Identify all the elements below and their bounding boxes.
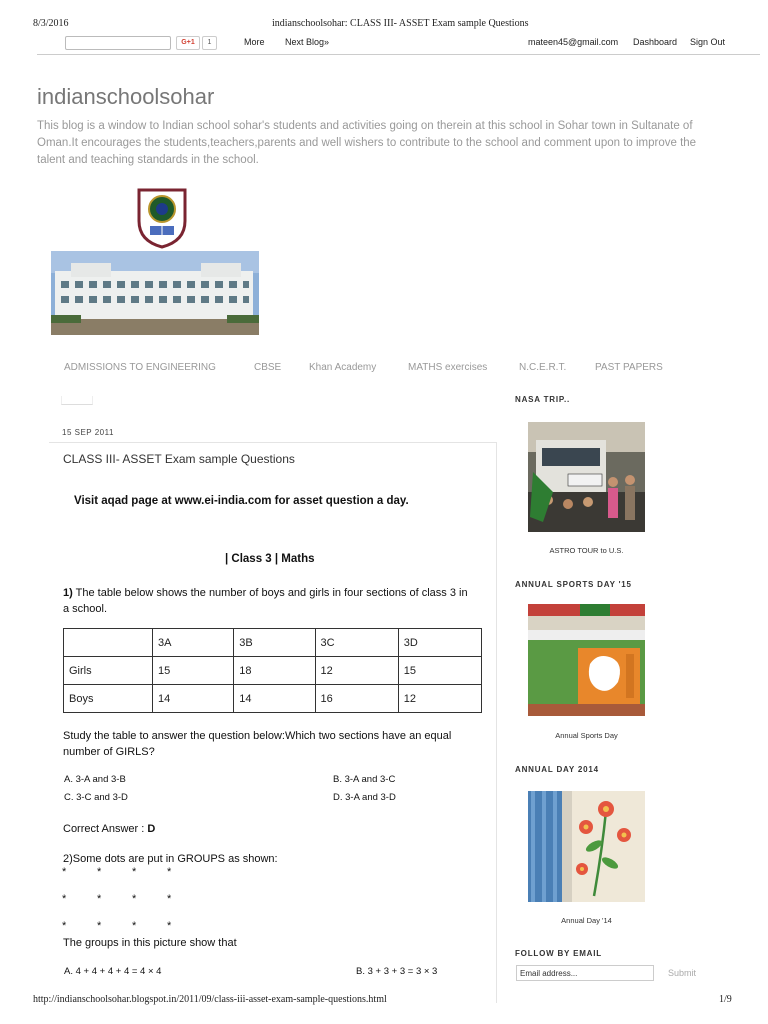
tab-past-papers[interactable]: PAST PAPERS [595,362,663,373]
star-dot: * [62,893,67,905]
post-container [49,442,497,1003]
submit-button[interactable]: Submit [668,968,697,978]
nasa-trip-heading: NASA TRIP.. [515,395,571,404]
correct-answer [63,821,155,837]
annual-day-caption: Annual Day '14 [561,916,612,925]
table-cell: 12 [315,657,398,685]
dashboard-link[interactable]: Dashboard [633,37,678,47]
table-cell: 14 [234,685,315,713]
google-plus-count: 1 [202,36,217,50]
blogger-navbar [37,34,760,55]
post-title[interactable]: CLASS III- ASSET Exam sample Questions [63,452,295,466]
table-cell: 12 [398,685,481,713]
question-1-number: 1) [63,587,73,599]
blog-title[interactable]: indianschoolsohar [37,84,215,109]
print-page-number: 1/9 [719,994,732,1005]
print-url: http://indianschoolsohar.blogspot.in/2011/09/class-iii-asset-exam-sample-questions.html [33,994,387,1005]
tab-ncert[interactable]: N.C.E.R.T. [519,362,567,373]
nasa-trip-photo[interactable] [528,422,645,532]
star-dot: * [167,893,172,905]
tab-maths-exercises[interactable]: MATHS exercises [408,362,488,373]
table-cell: 14 [153,685,234,713]
blog-description: This blog is a window to Indian school sohar's students and activities going on therein at this school in Sohar town in Sultanate of Oman.It encourages the students,teachers,parents and well wishers to contribute to the school and comment upon to improve the talent and teaching standards in the school. [37,120,697,166]
table-cell: 15 [398,657,481,685]
table-header-row [64,629,482,657]
correct-answer-label: Correct Answer : [63,823,148,835]
question-1-text: The table below shows the number of boys and girls in four sections of class 3 in a school. [63,587,468,615]
class-line: | Class 3 | Maths [225,553,315,565]
star-dot: * [62,866,67,878]
table-cell: 15 [153,657,234,685]
star-dot: * [97,866,102,878]
tab-khan-academy[interactable]: Khan Academy [309,362,377,373]
annual-day-photo[interactable] [528,791,645,902]
table-cell: 16 [315,685,398,713]
follow-by-email-heading: FOLLOW BY EMAIL [515,949,602,958]
table-row-label: Boys [64,685,153,713]
table-row [64,685,482,713]
navbar-search-input[interactable] [65,36,171,50]
question-1 [63,585,473,617]
sports-day-caption: Annual Sports Day [555,731,618,740]
table-header-cell: 3A [153,629,234,657]
content-divider [61,396,93,405]
school-crest-image [136,187,188,249]
option-c: C. 3-C and 3-D [64,792,128,803]
print-date: 8/3/2016 [33,18,69,29]
table-header-cell: 3D [398,629,481,657]
user-email: mateen45@gmail.com [528,37,619,47]
option-d: D. 3-A and 3-D [333,792,396,803]
star-dot: * [132,866,137,878]
star-dot: * [132,920,137,932]
correct-answer-value: D [147,823,156,835]
tab-cbse[interactable]: CBSE [254,362,282,373]
annual-day-heading: ANNUAL DAY 2014 [515,765,599,774]
google-plus-button[interactable]: G+1 [176,36,200,50]
star-dot: * [167,866,172,878]
post-date: 15 SEP 2011 [62,428,114,437]
nasa-trip-caption: ASTRO TOUR to U.S. [549,546,624,555]
option-b: B. 3-A and 3-C [333,774,396,785]
table-header-cell: 3B [234,629,315,657]
question-2-prompt: The groups in this picture show that [63,937,237,949]
print-title: indianschoolsohar: CLASS III- ASSET Exam sample Questions [272,18,529,29]
star-dot: * [167,920,172,932]
star-dot: * [97,920,102,932]
q2-option-b: B. 3 + 3 + 3 = 3 × 3 [356,966,438,977]
visit-line: Visit aqad page at www.ei-india.com for asset question a day. [74,495,409,507]
star-dot: * [97,893,102,905]
table-header-cell: 3C [315,629,398,657]
email-field[interactable]: Email address... [516,965,654,981]
table-row-label: Girls [64,657,153,685]
table-row [64,657,482,685]
table-cell: 18 [234,657,315,685]
star-dot: * [62,920,67,932]
sports-day-photo[interactable] [528,604,645,716]
question-1-prompt: Study the table to answer the question below:Which two sections have an equal number of GIRLS? [63,730,452,758]
sign-out-link[interactable]: Sign Out [690,37,726,47]
star-dot: * [132,893,137,905]
more-link[interactable]: More [244,37,265,47]
option-a: A. 3-A and 3-B [64,774,126,785]
next-blog-link[interactable]: Next Blog» [285,37,330,47]
sports-day-heading: ANNUAL SPORTS DAY '15 [515,580,632,589]
question-2: 2)Some dots are put in GROUPS as shown: [63,853,278,865]
school-building-photo [51,251,259,335]
q2-option-a: A. 4 + 4 + 4 + 4 = 4 × 4 [64,966,162,977]
tab-admissions[interactable]: ADMISSIONS TO ENGINEERING [64,362,216,373]
sections-table [63,628,482,713]
table-cell [64,629,153,657]
